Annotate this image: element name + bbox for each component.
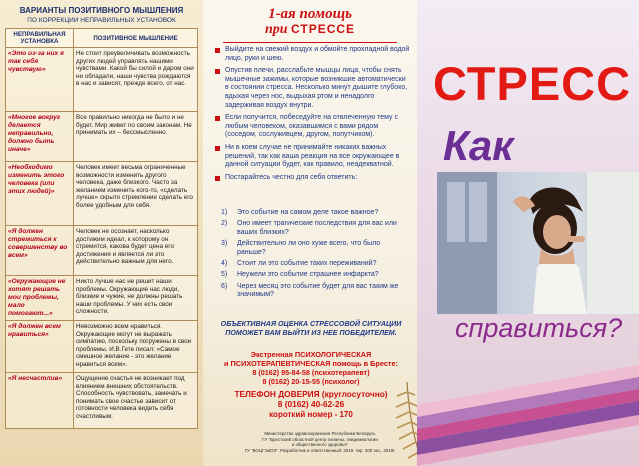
woman-illustration-icon — [437, 172, 639, 314]
question-number: 1) — [221, 209, 228, 216]
cover-title-cope: справиться? — [455, 313, 623, 343]
footer-line: и общественного здоровья" — [291, 442, 349, 448]
footer-line: ГУ "БОЦГЭиОЗ". Разработчик и ответственный: 2019. тир. 300 экз., 2019г. — [244, 447, 396, 453]
wrong-belief: «Я должен стремиться к совершенству во всем» — [6, 226, 74, 276]
stressed-woman-photo — [437, 172, 639, 314]
question-text: Стоит ли это событие таких переживаний? — [237, 260, 377, 268]
wrong-belief: «Окружающие не хотят решать мои проблемы, мало помогают...» — [6, 276, 74, 321]
heading-stress: СТРЕССЕ — [291, 22, 356, 36]
list-item — [221, 209, 407, 217]
col-header-right: ПОЗИТИВНОЕ МЫШЛЕНИЕ — [74, 29, 198, 48]
question-number: 4) — [221, 260, 228, 268]
wrong-belief: «Необходимо изменить этого человека (или этих людей)» — [6, 162, 74, 226]
question-number: 3) — [221, 240, 228, 248]
table-subtitle: ПО КОРРЕКЦИИ НЕПРАВИЛЬНЫХ УСТАНОВОК — [27, 17, 176, 24]
help-line-2: и ПСИХОТЕРАПЕВТИЧЕСКАЯ помощь в Бресте: — [224, 359, 398, 368]
thinking-table — [5, 28, 198, 429]
question-text: Действительно ли оно хуже всего, что было раньше? — [237, 240, 381, 256]
question-text: Неужели это событие страшнее инфаркта? — [237, 271, 379, 279]
help-line-1: Экстренная ПСИХОЛОГИЧЕСКАЯ — [250, 350, 372, 359]
cover-title-how: Как — [443, 122, 514, 169]
heading-line-2 — [203, 22, 417, 37]
list-item — [221, 283, 407, 300]
positive-thought: Все правильно никогда не было и не будет. Мир живет по своим законам. Не принимать их – бессмысленно. — [74, 112, 198, 162]
trust-line-number: 8 (0162) 40-62-26 — [277, 399, 345, 409]
list-item: Ни в коем случае не принимайте никаких важных решений, так как ваша реакция на все окружающее в данной ситуации будет, как правило, неадекватной. — [215, 144, 411, 170]
table-row — [6, 226, 198, 276]
wrong-belief: «Это из-за них я так себя чувствую» — [6, 48, 74, 112]
questions-list — [221, 209, 407, 303]
table-row — [6, 373, 198, 429]
positive-thought: Не стоит преувеличивать возможность других людей управлять нашими чувствами. Какой бы силой и даром они ни обладали, наши чувства рождаются в нас и зависят, прежде всего, от нас. — [74, 48, 198, 112]
question-text: Через месяц это событие будет для вас таким же значимым? — [237, 282, 399, 299]
list-item — [221, 260, 407, 268]
positive-thought: Ощущение счастья не возникает под влиянием внешних обстоятельств. Способность чувствовать, замечать и понимать свое счастье зависит от готовности человека видеть себя счастливым. — [74, 373, 198, 429]
phone-psychologist: 8 (0162) 20-15-55 (психолог) — [262, 376, 360, 386]
emergency-help — [213, 350, 409, 368]
trust-line-title: ТЕЛЕФОН ДОВЕРИЯ (круглосуточно) — [234, 389, 388, 399]
footer-line: Министерство здравоохранения Республики Беларусь — [264, 431, 376, 436]
table-row — [6, 162, 198, 226]
table-row — [6, 48, 198, 112]
list-item — [221, 271, 407, 279]
right-panel — [417, 0, 639, 466]
table-row — [6, 276, 198, 321]
heading-pri: при — [264, 22, 288, 37]
col-header-wrong: НЕПРАВИЛЬНАЯ УСТАНОВКА — [6, 29, 74, 48]
table-title: ВАРИАНТЫ ПОЗИТИВНОГО МЫШЛЕНИЯ — [19, 6, 184, 15]
diagonal-stripes-decoration — [417, 345, 639, 466]
question-number: 5) — [221, 271, 228, 279]
list-item: Выйдите на свежий воздух и обмойте прохладной водой лицо, руки и шею. — [215, 46, 411, 63]
wrong-belief: «Многое вокруг делается неправильно, должно быть иначе» — [6, 112, 74, 162]
wrong-belief: «Я несчастлив» — [6, 373, 74, 429]
positive-thought: Невозможно всем нравиться. Окружающие могут не выражать симпатию, поскольку погружены в свои проблемы. И.В.Гете писал: «Самое смешное желание - это желание нравиться всем». — [74, 321, 198, 373]
table-row — [6, 321, 198, 373]
first-aid-heading — [203, 6, 417, 37]
list-item — [221, 240, 407, 257]
table-row — [6, 112, 198, 162]
short-number: короткий номер - 170 — [269, 410, 353, 419]
phone-psychotherapist: 8 (0162) 95-84-58 (психотерапевт) — [252, 368, 370, 377]
positive-thought: Человек не осознает, насколько достижим идеал, к которому он стремится, какова будет цена его достижения и является ли это действительно важным для него. — [74, 226, 198, 276]
question-text: Это событие на самом деле такое важное? — [237, 209, 379, 216]
middle-panel — [203, 0, 417, 466]
fern-decoration-icon — [379, 372, 417, 466]
heading-underline — [223, 42, 397, 43]
left-panel — [0, 0, 203, 466]
advice-list — [215, 46, 411, 186]
summary-text: ОБЪЕКТИВНАЯ ОЦЕНКА СТРЕССОВОЙ СИТУАЦИИ ПОМОЖЕТ ВАМ ВЫЙТИ ИЗ НЕЕ ПОБЕДИТЕЛЕМ. — [220, 320, 402, 337]
footer-line: ГУ "Брестский областной центр гигиены, эпидемиологии — [262, 436, 378, 442]
positive-thought: Никто лучше нас не решит наши проблемы. Окружающие нас люди, близкие и чужие, не должны решать наши проблемы. У них есть свои сложности. — [74, 276, 198, 321]
list-item — [221, 220, 407, 237]
question-text: Оно имеет трагические последствия для вас или ваших близких? — [237, 220, 397, 236]
list-item: Постарайтесь честно для себя ответить: — [215, 174, 411, 183]
question-number: 6) — [221, 282, 228, 290]
positive-thought: Человек имеет весьма ограниченные возможности изменить другого человека, даже близкого. Часто за желанием изменить кого-то, «сделать лучше» скрыто стремление сделать его более удобным для себя. — [74, 162, 198, 226]
question-number: 2) — [221, 220, 228, 228]
list-item: Опустив плечи, расслабьте мышцы лица, чтобы снять мышечные зажимы, которые возникшие автоматически в состоянии стресса. Несколько минут дышите глубоко, вдыхая через нос, выдыхая ртом и ненадолго задерживая воздух внутри. — [215, 67, 411, 110]
wrong-belief: «Я должен всем нравиться» — [6, 321, 74, 373]
list-item: Если получится, побеседуйте на отвлеченную тему с любым человеком, оказавшимся с вами рядом (соседом, сослуживцем, другом, попутчиком). — [215, 114, 411, 140]
cover-title-stress: СТРЕСС — [433, 57, 632, 110]
heading-line-1: 1-ая помощь — [268, 6, 352, 22]
